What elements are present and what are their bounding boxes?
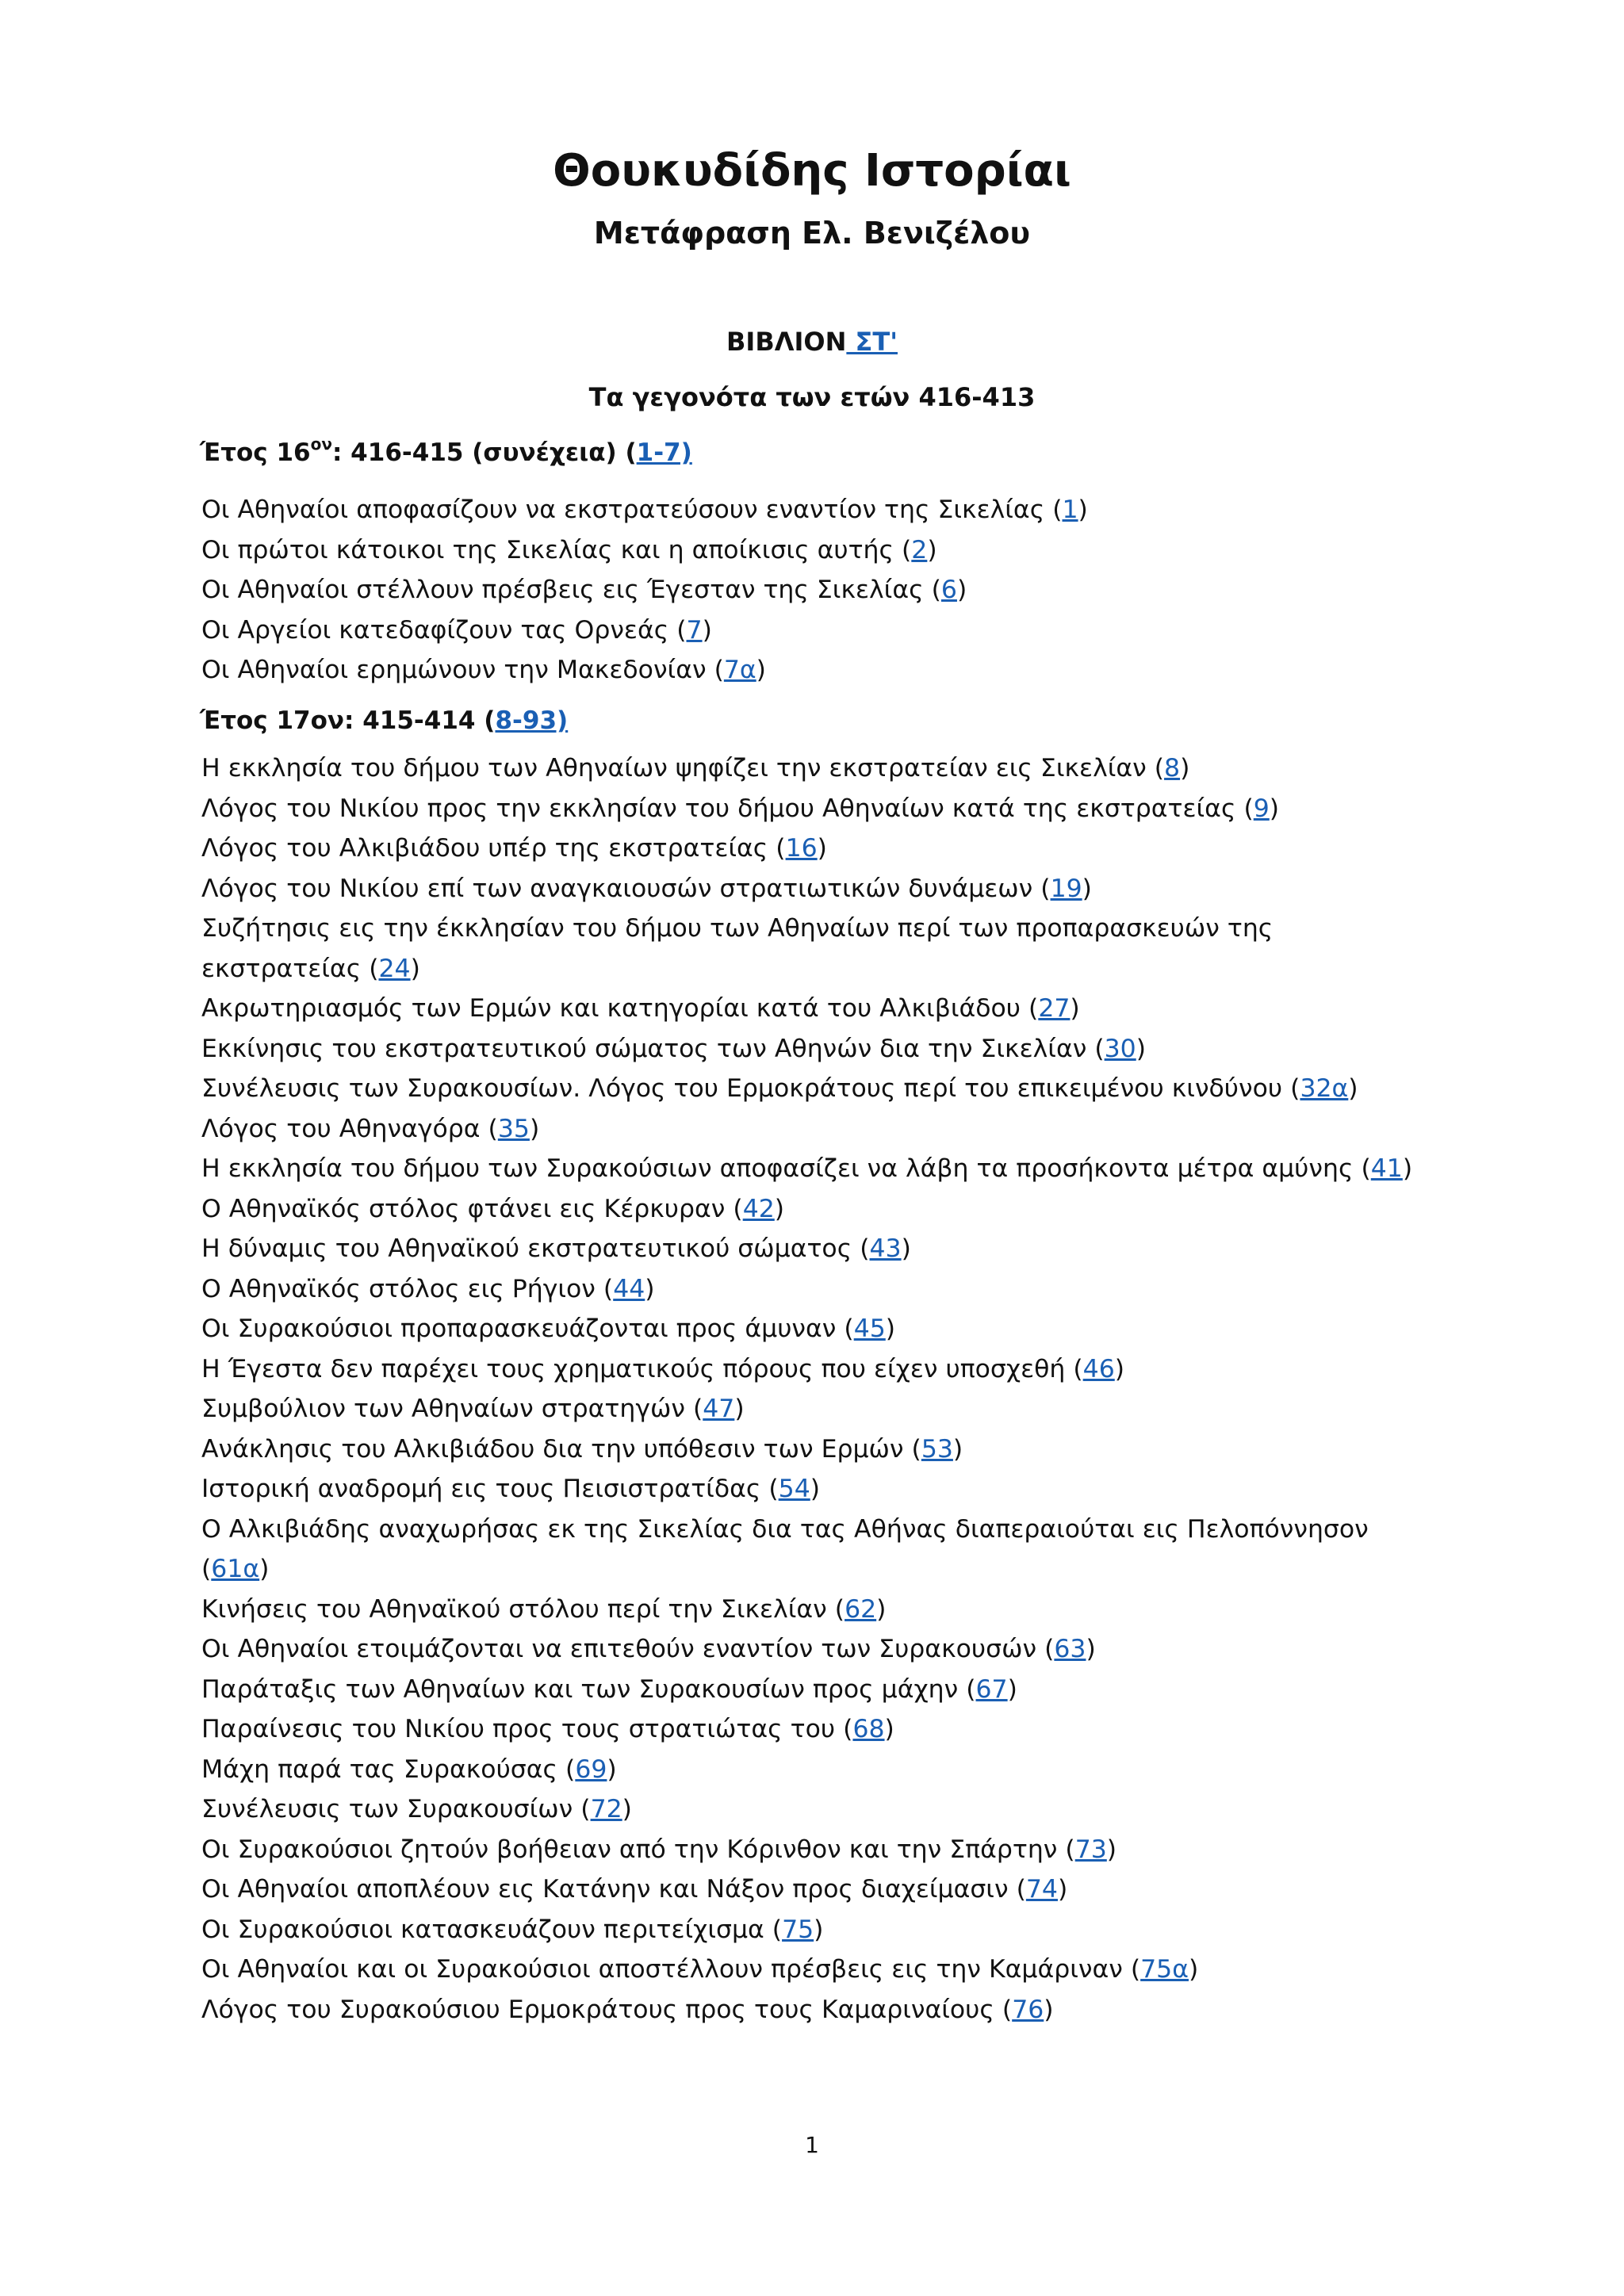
chapter-link[interactable]: 47 [703,1395,735,1423]
years-heading: Τα γεγονότα των ετών 416-413 [588,382,1036,412]
closing-paren: ) [645,1274,655,1303]
list-item [201,1990,1438,2030]
list-item [201,1830,1438,1870]
chapter-link[interactable]: 8 [1164,754,1181,783]
closing-paren: ) [607,1755,617,1784]
year-17-prefix: Έτος 17ον: 415-414 ( [200,706,496,735]
list-item [201,1429,1438,1470]
closing-paren: ) [1180,754,1190,783]
closing-paren: ) [1106,1835,1117,1864]
list-item [201,828,1438,869]
closing-paren: ) [885,1314,896,1343]
list-item [201,869,1438,909]
event-text: Οι Αθηναίοι αποφασίζουν να εκστρατεύσουν εναντίον της Σικελίας ( [201,496,1063,524]
list-item [201,1709,1438,1750]
chapter-link[interactable]: 75α [1140,1955,1189,1984]
event-text: Συνέλευσις των Συρακουσίων ( [201,1795,591,1823]
chapter-link[interactable]: 7α [723,656,756,684]
closing-paren: ) [810,1475,821,1503]
list-item [201,1349,1438,1390]
event-text: Παράταξις των Αθηναίων και των Συρακουσίων προς μάχην ( [201,1674,976,1704]
chapter-link[interactable]: 41 [1370,1154,1403,1183]
event-text: Η εκκλησία του δήμου των Αθηναίων ψηφίζει την εκστρατείαν εις Σικελίαν ( [201,754,1165,783]
list-item [201,1629,1438,1670]
book-number-link[interactable]: ΣΤ' [846,327,898,357]
event-text: Λόγος του Νικίου προς την εκκλησίαν του δήμου Αθηναίων κατά της εκστρατείας ( [201,794,1254,823]
event-text: Οι Αθηναίοι στέλλουν πρέσβεις εις Έγεσταν της Σικελίας ( [201,576,941,604]
event-text: Ακρωτηριασμός των Ερμών και κατηγορίαι κατά του Αλκιβιάδου ( [201,994,1039,1023]
chapter-link[interactable]: 42 [742,1194,775,1223]
chapter-link[interactable]: 7 [686,615,703,645]
chapter-link[interactable]: 24 [378,954,411,983]
closing-paren: ) [901,1234,911,1263]
list-item [201,1189,1438,1230]
chapter-link[interactable]: 2 [911,535,928,564]
chapter-link[interactable]: 1 [1062,496,1078,524]
closing-paren: ) [1078,496,1088,524]
chapter-link[interactable]: 73 [1074,1835,1107,1864]
year-16-event-list [201,490,1438,691]
list-item [201,1469,1438,1510]
chapter-link[interactable]: 44 [613,1274,645,1303]
chapter-link[interactable]: 30 [1104,1034,1136,1063]
closing-paren: ) [1136,1034,1147,1063]
event-text: Οι Αθηναίοι ερημώνουν την Μακεδονίαν ( [201,656,724,684]
closing-paren: ) [1269,794,1280,823]
chapter-link[interactable]: 72 [590,1795,622,1823]
list-item [201,1229,1438,1269]
book-heading [0,322,1624,362]
event-text: Συζήτησις εις την έκκλησίαν του δήμου των Αθηναίων περί των προπαρασκευών της εκστρατείας ( [201,914,1274,983]
year-17-event-list [201,748,1438,2030]
closing-paren: ) [1189,1955,1199,1984]
event-text: Ιστορική αναδρομή εις τους Πεισιστρατίδας ( [201,1475,779,1503]
closing-paren: ) [774,1194,785,1223]
list-item [201,1389,1438,1429]
closing-paren: ) [1070,994,1080,1023]
closing-paren: ) [1086,1635,1096,1663]
list-item [201,1750,1438,1790]
chapter-link[interactable]: 43 [869,1234,902,1263]
event-text: Οι Συρακούσιοι προπαρασκευάζονται προς άμυναν ( [201,1314,854,1343]
event-text: Οι Συρακούσιοι κατασκευάζουν περιτείχισμα ( [201,1915,783,1944]
closing-paren: ) [734,1395,745,1423]
list-item [201,1590,1438,1630]
event-text: Οι Αθηναίοι και οι Συρακούσιοι αποστέλλουν πρέσβεις εις την Καμάριναν ( [201,1955,1141,1984]
closing-paren: ) [1114,1354,1125,1383]
chapter-link[interactable]: 54 [778,1475,810,1503]
event-text: Οι πρώτοι κάτοικοι της Σικελίας και η αποίκισις αυτής ( [201,535,912,564]
list-item [201,1149,1438,1189]
closing-paren: ) [529,1114,540,1143]
closing-paren: ) [1057,1875,1068,1904]
event-text: Η εκκλησία του δήμου των Συρακούσιων αποφασίζει να λάβη τα προσήκοντα μέτρα αμύνης ( [201,1154,1371,1183]
chapter-link[interactable]: 61α [211,1555,260,1583]
event-text: Λόγος του Συρακούσιου Ερμοκράτους προς τους Καμαριναίους ( [201,1995,1013,2024]
year-17-chapters-link[interactable]: 8-93) [495,706,569,735]
list-item [201,1950,1438,1990]
closing-paren: ) [622,1795,632,1823]
event-text: Ο Αθηναϊκός στόλος φτάνει εις Κέρκυραν ( [201,1194,743,1223]
closing-paren: ) [927,535,937,564]
closing-paren: ) [1044,1995,1054,2024]
event-text: Ο Αλκιβιάδης αναχωρήσας εκ της Σικελίας δια τας Αθήνας διαπεραιούται εις Πελοπόννησον ( [201,1514,1369,1583]
closing-paren: ) [956,576,967,604]
event-text: Οι Αθηναίοι ετοιμάζονται να επιτεθούν εναντίον των Συρακουσών ( [201,1635,1055,1663]
closing-paren: ) [1348,1074,1358,1103]
list-item [201,610,1438,651]
chapter-link[interactable]: 6 [940,576,957,604]
list-item [201,789,1438,829]
closing-paren: ) [756,656,766,684]
chapter-link[interactable]: 74 [1025,1875,1058,1904]
chapter-link[interactable]: 76 [1012,1995,1044,2024]
year-16-suffix: : 416-415 (συνέχεια) ( [331,438,637,467]
list-item [201,1109,1438,1150]
year-16-heading [200,433,692,475]
chapter-link[interactable]: 53 [921,1434,953,1464]
list-item [201,570,1438,610]
event-text: Ανάκλησις του Αλκιβιάδου δια την υπόθεσιν των Ερμών ( [201,1434,921,1464]
document-subtitle: Μετάφραση Ελ. Βενιζέλου [593,216,1031,251]
chapter-link[interactable]: 16 [785,834,818,863]
chapter-link[interactable]: 19 [1050,874,1082,903]
chapter-link[interactable]: 62 [845,1594,877,1624]
year-16-superscript: ον [310,434,332,453]
event-text: Λόγος του Νικίου επί των αναγκαιουσών στρατιωτικών δυνάμεων ( [201,874,1051,903]
list-item [201,1869,1438,1910]
chapter-link[interactable]: 67 [975,1674,1008,1704]
closing-paren: ) [876,1594,887,1624]
list-item [201,490,1438,530]
list-item [201,650,1438,691]
event-text: Οι Αθηναίοι αποπλέουν εις Κατάνην και Νάξον προς διαχείμασιν ( [201,1875,1026,1904]
event-text: Παραίνεσις του Νικίου προς τους στρατιώτας του ( [201,1715,853,1743]
list-item [201,1789,1438,1830]
list-item [201,1309,1438,1349]
chapter-link[interactable]: 45 [853,1314,886,1343]
year-16-chapters-link[interactable]: 1-7) [636,438,692,467]
list-item [201,1910,1438,1950]
list-item [201,748,1438,789]
event-text: Κινήσεις του Αθηναϊκού στόλου περί την Σικελίαν ( [201,1594,845,1624]
closing-paren: ) [410,954,420,983]
list-item [201,909,1438,989]
list-item [201,1510,1438,1590]
list-item [201,1269,1438,1310]
event-text: Η δύναμις του Αθηναϊκού εκστρατευτικού σώματος ( [201,1234,870,1263]
list-item [201,1029,1438,1070]
list-item [201,1069,1438,1109]
year-17-heading [200,701,568,740]
chapter-link[interactable]: 75 [782,1915,814,1944]
event-text: Συμβούλιον των Αθηναίων στρατηγών ( [201,1395,703,1423]
event-text: Η Έγεστα δεν παρέχει τους χρηματικούς πόρους που είχεν υποσχεθή ( [201,1354,1083,1383]
event-text: Λόγος του Αλκιβιάδου υπέρ της εκστρατείας ( [201,834,786,863]
closing-paren: ) [952,1434,963,1464]
closing-paren: ) [1082,874,1092,903]
list-item [201,1670,1438,1710]
chapter-link[interactable]: 9 [1253,794,1270,823]
event-text: Εκκίνησις του εκστρατευτικού σώματος των Αθηνών δια την Σικελίαν ( [201,1034,1105,1063]
document-title: Θουκυδίδης Ιστορίαι [553,145,1071,197]
chapter-link[interactable]: 35 [497,1114,530,1143]
list-item [201,530,1438,571]
list-item [201,989,1438,1029]
closing-paren: ) [1007,1674,1017,1704]
closing-paren: ) [814,1915,824,1944]
chapter-link[interactable]: 32α [1300,1074,1349,1103]
event-text: Οι Συρακούσιοι ζητούν βοήθειαν από την Κόρινθον και την Σπάρτην ( [201,1835,1075,1864]
chapter-link[interactable]: 68 [852,1715,885,1743]
event-text: Συνέλευσις των Συρακουσίων. Λόγος του Ερμοκράτους περί του επικειμένου κινδύνου ( [201,1074,1300,1103]
page-number: 1 [805,2132,819,2158]
chapter-link[interactable]: 69 [575,1755,607,1784]
event-text: Λόγος του Αθηναγόρα ( [201,1114,498,1143]
chapter-link[interactable]: 27 [1038,994,1071,1023]
closing-paren: ) [702,615,712,645]
closing-paren: ) [259,1555,270,1583]
book-label: ΒΙΒΛΙΟΝ [726,327,847,357]
event-text: Ο Αθηναϊκός στόλος εις Ρήγιον ( [201,1274,614,1303]
event-text: Μάχη παρά τας Συρακούσας ( [201,1755,576,1784]
closing-paren: ) [817,834,827,863]
chapter-link[interactable]: 63 [1054,1635,1086,1663]
event-text: Οι Αργείοι κατεδαφίζουν τας Ορνεάς ( [201,615,687,645]
year-16-prefix: Έτος 16 [200,438,311,467]
closing-paren: ) [1402,1154,1413,1183]
closing-paren: ) [884,1715,894,1743]
chapter-link[interactable]: 46 [1082,1354,1115,1383]
